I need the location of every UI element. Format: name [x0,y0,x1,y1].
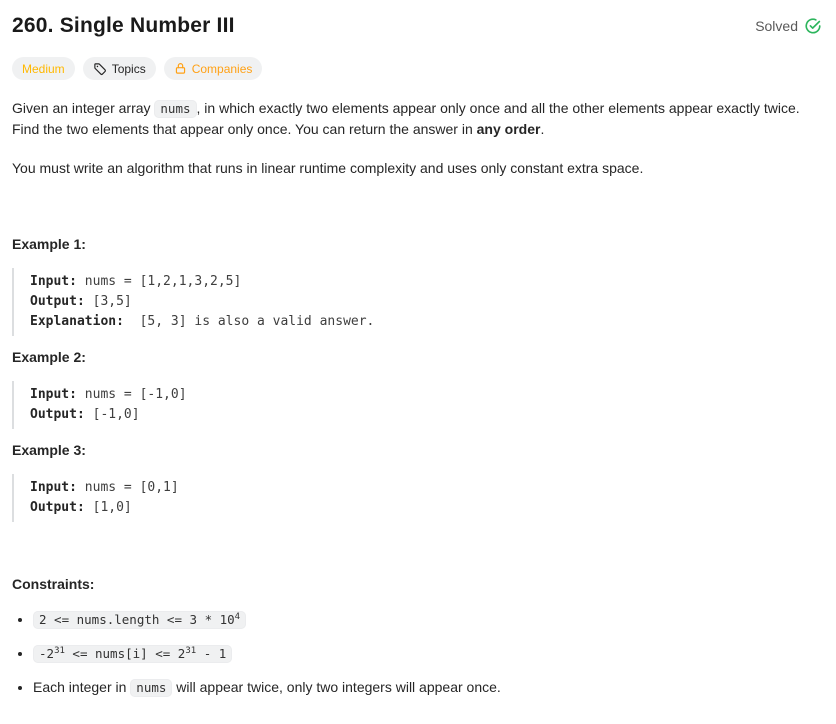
example-line: Input: nums = [-1,0] [30,387,187,402]
companies-button[interactable] [164,57,263,80]
tag-icon [93,62,107,76]
topics-label: Topics [111,61,146,76]
example-3-block [12,474,822,522]
constraint-code: $-2^{31}$ <= nums[i] <= $2^{31} - 1$ [33,645,232,663]
constraint-item [33,609,822,630]
page-title: 260. Single Number III [12,14,235,37]
constraint-item [33,643,822,664]
check-circle-icon [804,17,822,35]
constraints-list [12,609,822,698]
example-line: Output: [3,5] [30,294,132,309]
difficulty-badge[interactable] [12,57,75,80]
example-line: Input: nums = [0,1] [30,480,179,495]
lock-icon [174,62,187,75]
companies-label: Companies [191,61,253,76]
example-line: Output: [-1,0] [30,407,140,422]
status-badge [755,17,822,35]
example-1-block [12,268,822,336]
constraints-title: Constraints: [12,576,95,592]
example-line: Output: [1,0] [30,500,132,515]
status-label: Solved [755,18,798,34]
example-line: Input: nums = [1,2,1,3,2,5] [30,274,242,289]
example-2-block [12,381,822,429]
topics-button[interactable] [83,57,156,80]
tag-row [12,57,822,80]
example-line: Explanation: [5, 3] is also a valid answer. [30,314,375,329]
constraint-code: 2 <= nums.length <= $3 * 10^4$ [33,611,246,629]
example-1-title: Example 1: [12,236,86,252]
constraint-item: • Each integer in nums will appear twice, only two integers will appear once. [33,677,822,698]
header [12,14,822,38]
description-paragraph-2: You must write an algorithm that runs in linear runtime complexity and uses only constant extra space. [12,160,644,176]
example-2-title: Example 2: [12,349,86,365]
difficulty-label: Medium [22,61,65,76]
example-3-title: Example 3: [12,442,86,458]
description-paragraph-1: Given an integer array nums , in which exactly two elements appear only once and all the other elements appear exactly twice. Find the two elements that appear only once. You can return the answer in any order. [12,100,800,137]
